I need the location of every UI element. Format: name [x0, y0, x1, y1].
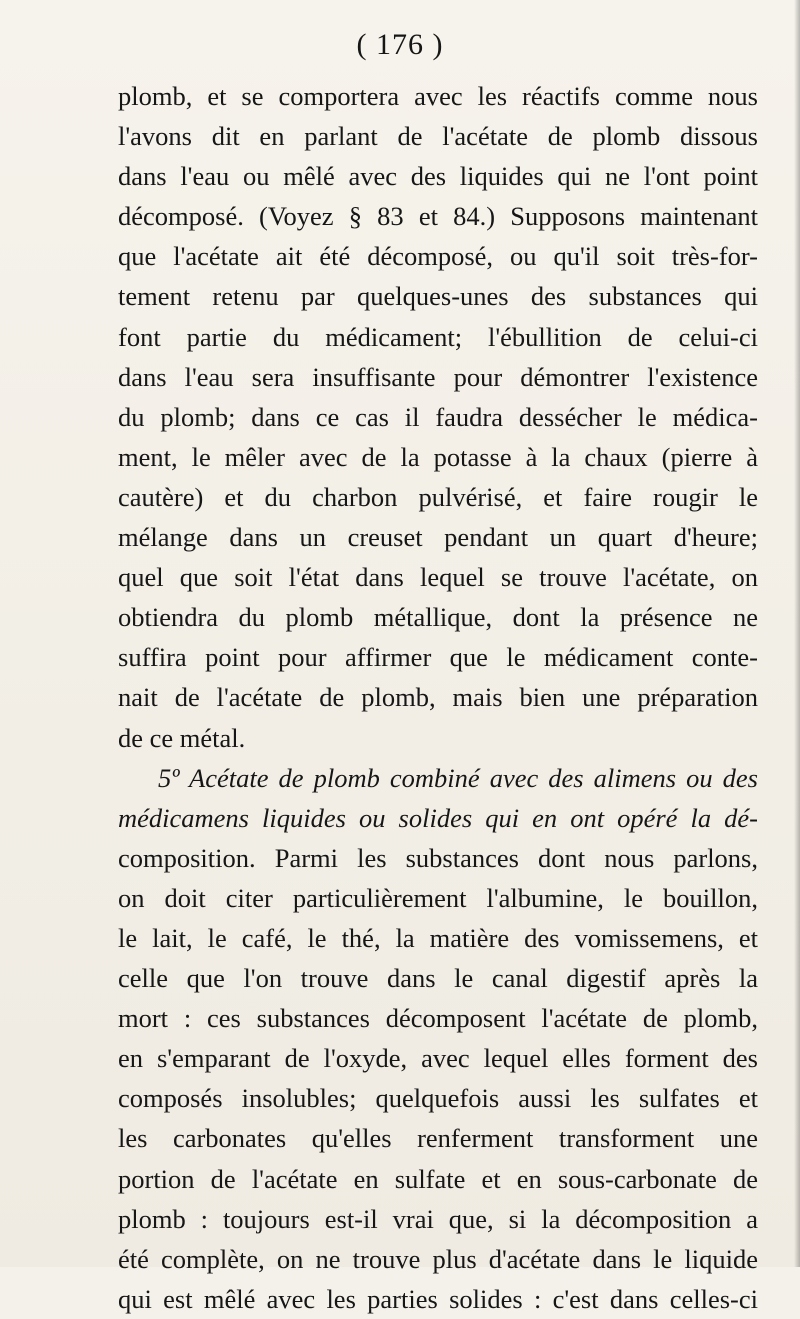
text-line: portion de l'acétate en sulfate et en sous-carbonate de [118, 1163, 758, 1194]
section-heading-line: médicamens liquides ou solides qui en ont opéré la dé- [118, 802, 758, 833]
text-line: plomb : toujours est-il vrai que, si la décomposition a [118, 1203, 758, 1234]
text-line: dans l'eau ou mêlé avec des liquides qui ne l'ont point [118, 161, 758, 192]
text-line: dans l'eau sera insuffisante pour démontrer l'existence [118, 361, 758, 392]
text-line: celle que l'on trouve dans le canal digestif après la [118, 963, 758, 994]
text-line: mélange dans un creuset pendant un quart d'heure; [118, 522, 758, 553]
text-line: obtiendra du plomb métallique, dont la présence ne [118, 602, 758, 633]
text-line: l'avons dit en parlant de l'acétate de plomb dissous [118, 121, 758, 152]
text-line: suffira point pour affirmer que le médicament conte- [118, 642, 758, 673]
text-line: qui est mêlé avec les parties solides : c'est dans celles-ci [118, 1283, 758, 1314]
body-text [118, 76, 758, 1319]
text-line: été complète, on ne trouve plus d'acétate dans le liquide [118, 1243, 758, 1274]
text-line: que l'acétate ait été décomposé, ou qu'il soit très-for- [118, 241, 758, 272]
page-number: ( 176 ) [356, 28, 444, 61]
text-line: mort : ces substances décomposent l'acétate de plomb, [118, 1003, 758, 1034]
text-line: tement retenu par quelques-unes des substances qui [118, 281, 758, 312]
text-line: plomb, et se comportera avec les réactifs comme nous [118, 81, 758, 111]
text-line: du plomb; dans ce cas il faudra dessécher le médica- [118, 401, 758, 432]
text-line: on doit citer particulièrement l'albumine, le bouillon, [118, 882, 758, 913]
text-line: décomposé. (Voyez § 83 et 84.) Supposons maintenant [118, 201, 758, 232]
text-line: quel que soit l'état dans lequel se trouve l'acétate, on [118, 562, 758, 593]
text-line: composés insolubles; quelquefois aussi les sulfates et [118, 1083, 758, 1114]
section-heading-line: 5º Acétate de plomb combiné avec des alimens ou des [158, 762, 758, 793]
page-edge-shadow [794, 0, 800, 1267]
text-line: le lait, le café, le thé, la matière des vomissemens, et [118, 922, 758, 953]
text-line: font partie du médicament; l'ébullition de celui-ci [118, 321, 758, 352]
text-line: cautère) et du charbon pulvérisé, et faire rougir le [118, 481, 758, 512]
text-line: de ce métal. [118, 722, 246, 753]
text-line: composition. Parmi les substances dont nous parlons, [118, 842, 758, 873]
text-line: en s'emparant de l'oxyde, avec lequel elles forment des [118, 1043, 758, 1074]
text-line: ment, le mêler avec de la potasse à la chaux (pierre à [118, 441, 758, 472]
text-line: nait de l'acétate de plomb, mais bien une préparation [118, 682, 758, 713]
text-line: les carbonates qu'elles renferment transforment une [118, 1123, 758, 1154]
